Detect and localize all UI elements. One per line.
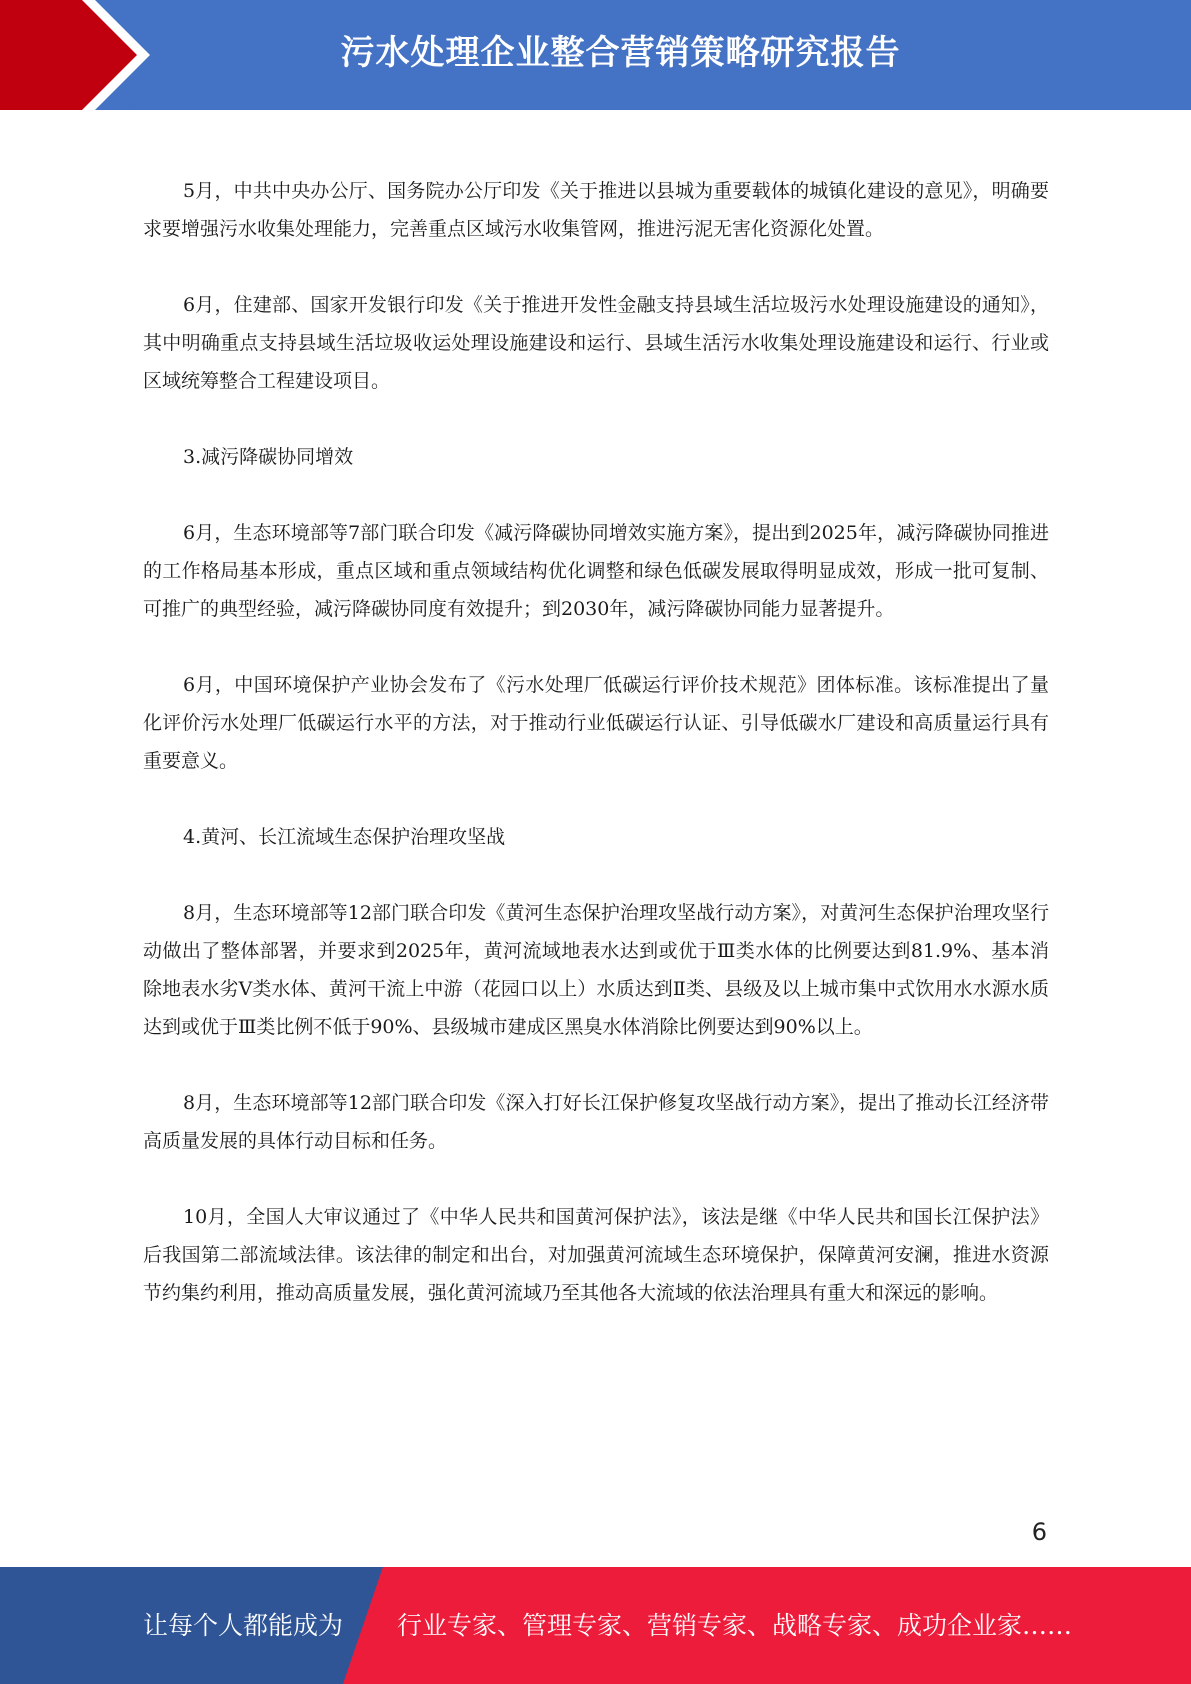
header-chevron-decoration [0, 0, 160, 110]
paragraph: 8月，生态环境部等12部门联合印发《深入打好长江保护修复攻坚战行动方案》，提出了推动长江经济带高质量发展的具体行动目标和任务。 [143, 1092, 1049, 1152]
paragraph: 6月，住建部、国家开发银行印发《关于推进开发性金融支持县域生活垃圾污水处理设施建设的通知》，其中明确重点支持县域生活垃圾收运处理设施建设和运行、县域生活污水收集处理设施建设和运行、行业或区域统筹整合工程建设项目。 [143, 294, 1049, 392]
paragraph: 6月，生态环境部等7部门联合印发《减污降碳协同增效实施方案》，提出到2025年，减污降碳协同推进的工作格局基本形成，重点区域和重点领域结构优化调整和绿色低碳发展取得明显成效，形成一批可复制、可推广的典型经验，减污降碳协同度有效提升；到2030年，减污降碳协同能力显著提升。 [143, 522, 1049, 620]
paragraph: 6月，中国环境保护产业协会发布了《污水处理厂低碳运行评价技术规范》团体标准。该标准提出了量化评价污水处理厂低碳运行水平的方法，对于推动行业低碳运行认证、引导低碳水厂建设和高质量运行具有重要意义。 [143, 674, 1049, 772]
page-header [0, 0, 1191, 110]
footer-slogan-right: 行业专家、管理专家、营销专家、战略专家、成功企业家…… [397, 1611, 1073, 1640]
section-heading: 4.黄河、长江流域生态保护治理攻坚战 [183, 826, 506, 848]
footer-slogan-left: 让每个人都能成为 [143, 1611, 344, 1640]
paragraph: 8月，生态环境部等12部门联合印发《黄河生态保护治理攻坚战行动方案》，对黄河生态保护治理攻坚行动做出了整体部署，并要求到2025年，黄河流域地表水达到或优于Ⅲ类水体的比例要达到81.9%、基本消除地表水劣Ⅴ类水体、黄河干流上中游（花园口以上）水质达到Ⅱ类、县级及以上城市集中式饮用水水源水质达到或优于Ⅲ类比例不低于90%、县级城市建成区黑臭水体消除比例要达到90%以上。 [143, 902, 1049, 1038]
page-number: 6 [1031, 1518, 1047, 1546]
paragraph: 5月，中共中央办公厅、国务院办公厅印发《关于推进以县城为重要载体的城镇化建设的意见》，明确要求要增强污水收集处理能力，完善重点区域污水收集管网，推进污泥无害化资源化处置。 [143, 180, 1049, 240]
page-footer [0, 1567, 1191, 1684]
section-heading: 3.减污降碳协同增效 [183, 446, 354, 468]
report-title: 污水处理企业整合营销策略研究报告 [340, 33, 901, 73]
document-body [143, 172, 1049, 1350]
paragraph: 10月，全国人大审议通过了《中华人民共和国黄河保护法》，该法是继《中华人民共和国长江保护法》后我国第二部流域法律。该法律的制定和出台，对加强黄河流域生态环境保护，保障黄河安澜，推进水资源节约集约利用，推动高质量发展，强化黄河流域乃至其他各大流域的依法治理具有重大和深远的影响。 [143, 1206, 1049, 1304]
